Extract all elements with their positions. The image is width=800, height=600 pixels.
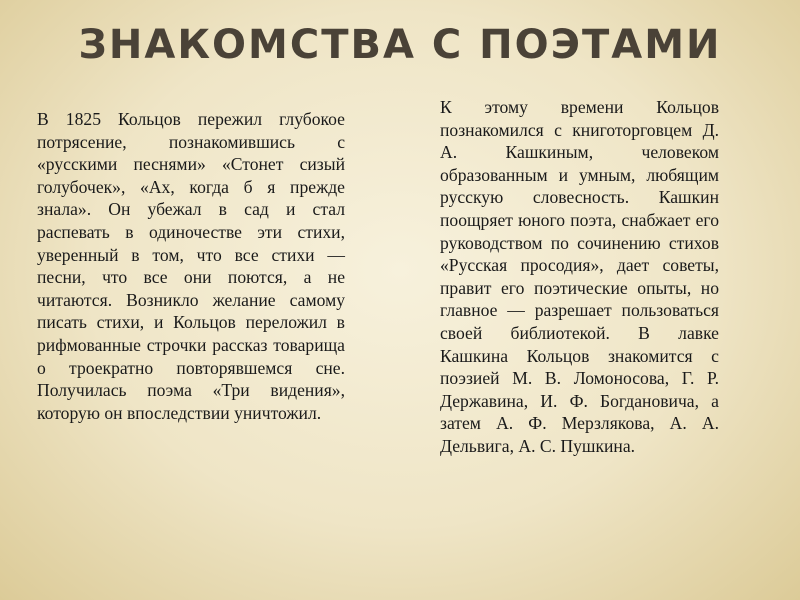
- slide-title: ЗНАКОМСТВА С ПОЭТАМИ: [78, 22, 722, 68]
- left-text-column: В 1825 Кольцов пережил глубокое потрясение, познакомившись с «русскими песнями» «Стонет сизый голубочек», «Ах, когда б я прежде знала». Он убежал в сад и стал распевать в одиночестве эти стихи, уверенный в том, что все стихи — песни, что все они поются, а не читаются. Возникло желание самому писать стихи, и Кольцов переложил в рифмованные строчки рассказ товарища о троекратно повторявшемся сне. Получилась поэма «Три видения», которую он впоследствии уничтожил.: [37, 109, 345, 423]
- right-text-column: К этому времени Кольцов познакомился с книготорговцем Д. А. Кашкиным, человеком образованным и умным, любящим русскую словесность. Кашкин поощряет юного поэта, снабжает его руководством по сочинению стихов «Русская просодия», дает советы, правит его поэтические опыты, но главное — разрешает пользоваться своей библиотекой. В лавке Кашкина Кольцов знакомится с поэзией М. В. Ломоносова, Г. Р. Державина, И. Ф. Богдановича, а затем А. Ф. Мерзлякова, А. А. Дельвига, А. С. Пушкина.: [440, 97, 719, 456]
